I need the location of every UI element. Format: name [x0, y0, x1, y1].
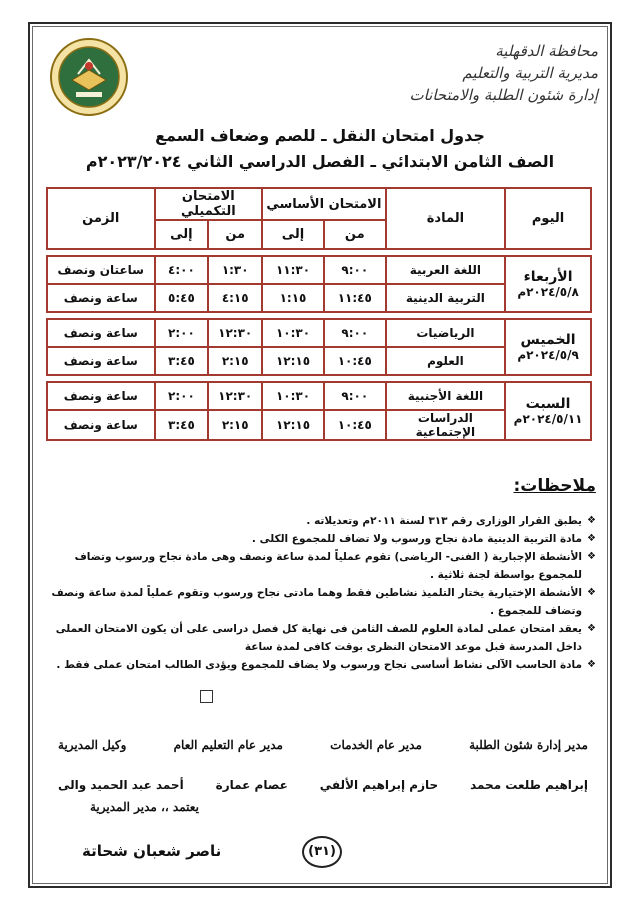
notes-title: ملاحظات: [513, 476, 596, 496]
note-text: يطبق القرار الوزارى رقم ٣١٣ لسنة ٢٠١١م وتعديلاته . [306, 515, 582, 527]
list-item [51, 548, 596, 584]
signature-name: عصام عمارة [215, 778, 288, 792]
bullet-icon: ❖ [587, 587, 596, 598]
signature-name: أحمد عبد الحميد والى [58, 778, 184, 792]
list-item [51, 584, 596, 620]
signature-name: حازم إبراهيم الألفي [319, 778, 439, 792]
governorate-logo [48, 36, 130, 118]
day-date: ٢٠٢٤/٥/٨م [517, 285, 579, 299]
list-item [51, 530, 596, 548]
subject-cell: الرياضيات [386, 319, 505, 347]
header-basic-from: من [324, 220, 386, 249]
header-duration: الزمن [47, 188, 155, 249]
signature-title: مدير عام التعليم العام [173, 738, 283, 752]
supp-to-cell: ٣:٤٥ [155, 410, 209, 440]
header-day: اليوم [505, 188, 591, 249]
basic-from-cell: ١٠:٤٥ [324, 347, 386, 375]
supp-from-cell: ١:٣٠ [208, 256, 262, 284]
note-text: مادة التربية الدينية مادة نجاح ورسوب ولا تضاف للمجموع الكلى . [251, 533, 582, 545]
signature-names-row [58, 778, 588, 792]
duration-cell: ساعة ونصف [47, 319, 155, 347]
empty-checkbox[interactable] [200, 690, 213, 703]
bullet-icon: ❖ [587, 551, 596, 562]
bullet-icon: ❖ [587, 533, 596, 544]
header-supplementary-exam: الامتحان التكميلي [155, 188, 263, 220]
bullet-icon: ❖ [587, 659, 596, 670]
header-supp-to: إلى [155, 220, 209, 249]
note-text: مادة الحاسب الآلى نشاط أساسى نجاح ورسوب ولا يضاف للمجموع ويؤدى الطالب امتحان عملى فقط . [56, 659, 582, 671]
subject-cell: التربية الدينية [386, 284, 505, 312]
schedule-title: جدول امتحان النقل ـ للصم وضعاف السمع [155, 126, 485, 145]
table-row [47, 382, 591, 410]
basic-from-cell: ١٠:٤٥ [324, 410, 386, 440]
header-line-3: إدارة شئون الطلبة والامتحانات [409, 86, 598, 104]
bullet-icon: ❖ [587, 623, 596, 634]
table-row [47, 319, 591, 347]
day-date: ٢٠٢٤/٥/٩م [517, 348, 579, 362]
day-name: الخميس [520, 332, 576, 348]
header-line-2: مديرية التربية والتعليم [462, 64, 598, 82]
header-supp-from: من [208, 220, 262, 249]
signature-title: مدير إدارة شئون الطلبة [469, 738, 588, 752]
duration-cell: ساعة ونصف [47, 382, 155, 410]
subject-cell: اللغة العربية [386, 256, 505, 284]
supp-to-cell: ٢:٠٠ [155, 382, 209, 410]
basic-to-cell: ١١:٣٠ [262, 256, 324, 284]
day-name: السبت [525, 396, 571, 412]
subject-cell: اللغة الأجنبية [386, 382, 505, 410]
supp-to-cell: ٤:٠٠ [155, 256, 209, 284]
list-item [51, 656, 596, 674]
list-item [51, 512, 596, 530]
supp-from-cell: ٢:١٥ [208, 347, 262, 375]
day-cell [505, 382, 591, 440]
basic-from-cell: ٩:٠٠ [324, 256, 386, 284]
duration-cell: ساعة ونصف [47, 284, 155, 312]
note-text: يعقد امتحان عملى لمادة العلوم للصف الثامن فى نهاية كل فصل دراسى على أن يكون الامتحان العملى داخل المدرسة قبل موعد الامتحان النظرى بوقت كافى لمدة ساعة [55, 623, 582, 653]
supp-from-cell: ٤:١٥ [208, 284, 262, 312]
duration-cell: ساعة ونصف [47, 347, 155, 375]
supp-from-cell: ٢:١٥ [208, 410, 262, 440]
basic-to-cell: ١:١٥ [262, 284, 324, 312]
signature-title: وكيل المديرية [58, 738, 127, 752]
signature-name: إبراهيم طلعت محمد [470, 778, 588, 792]
basic-from-cell: ٩:٠٠ [324, 319, 386, 347]
notes-list [51, 512, 596, 674]
signature-titles-row [58, 738, 588, 752]
supp-to-cell: ٥:٤٥ [155, 284, 209, 312]
basic-from-cell: ٩:٠٠ [324, 382, 386, 410]
table-row [47, 256, 591, 284]
header-basic-to: إلى [262, 220, 324, 249]
approval-line: يعتمد ،، مدير المديرية [90, 800, 199, 814]
note-text: الأنشطة الإختيارية يختار التلميذ نشاطين فقط وهما مادتى نجاح ورسوب وتقوم عملياً لمدة ساعة ونصف وتضاف للمجموع . [51, 587, 582, 617]
institution-header [378, 40, 598, 106]
header-line-1: محافظة الدقهلية [495, 42, 598, 60]
basic-from-cell: ١١:٤٥ [324, 284, 386, 312]
director-name: ناصر شعبان شحاتة [82, 842, 222, 860]
duration-cell: ساعتان ونصف [47, 256, 155, 284]
signature-title: مدير عام الخدمات [330, 738, 422, 752]
day-cell [505, 319, 591, 375]
supp-from-cell: ١٢:٣٠ [208, 382, 262, 410]
header-subject: المادة [386, 188, 505, 249]
header-basic-exam: الامتحان الأساسي [262, 188, 386, 220]
basic-to-cell: ١٠:٣٠ [262, 319, 324, 347]
exam-schedule-table [46, 187, 592, 441]
basic-to-cell: ١٠:٣٠ [262, 382, 324, 410]
day-date: ٢٠٢٤/٥/١١م [513, 412, 583, 426]
subject-cell: العلوم [386, 347, 505, 375]
duration-cell: ساعة ونصف [47, 410, 155, 440]
note-text: الأنشطة الإجبارية ( الفنى- الرياضى) تقوم عملياً لمدة ساعة ونصف وهى مادة نجاح ورسوب وتضاف للمجموع بواسطة لجنة ثلاثية . [74, 551, 582, 581]
supp-from-cell: ١٢:٣٠ [208, 319, 262, 347]
day-cell [505, 256, 591, 312]
bullet-icon: ❖ [587, 515, 596, 526]
basic-to-cell: ١٢:١٥ [262, 410, 324, 440]
basic-to-cell: ١٢:١٥ [262, 347, 324, 375]
subject-cell: الدراسات الإجتماعية [386, 410, 505, 440]
schedule-subtitle: الصف الثامن الابتدائي ـ الفصل الدراسي الثاني ٢٠٢٣/٢٠٢٤م [85, 152, 555, 171]
day-name: الأربعاء [523, 269, 573, 285]
supp-to-cell: ٢:٠٠ [155, 319, 209, 347]
supp-to-cell: ٣:٤٥ [155, 347, 209, 375]
page-number: (٣١) [302, 836, 342, 868]
list-item [51, 620, 596, 656]
